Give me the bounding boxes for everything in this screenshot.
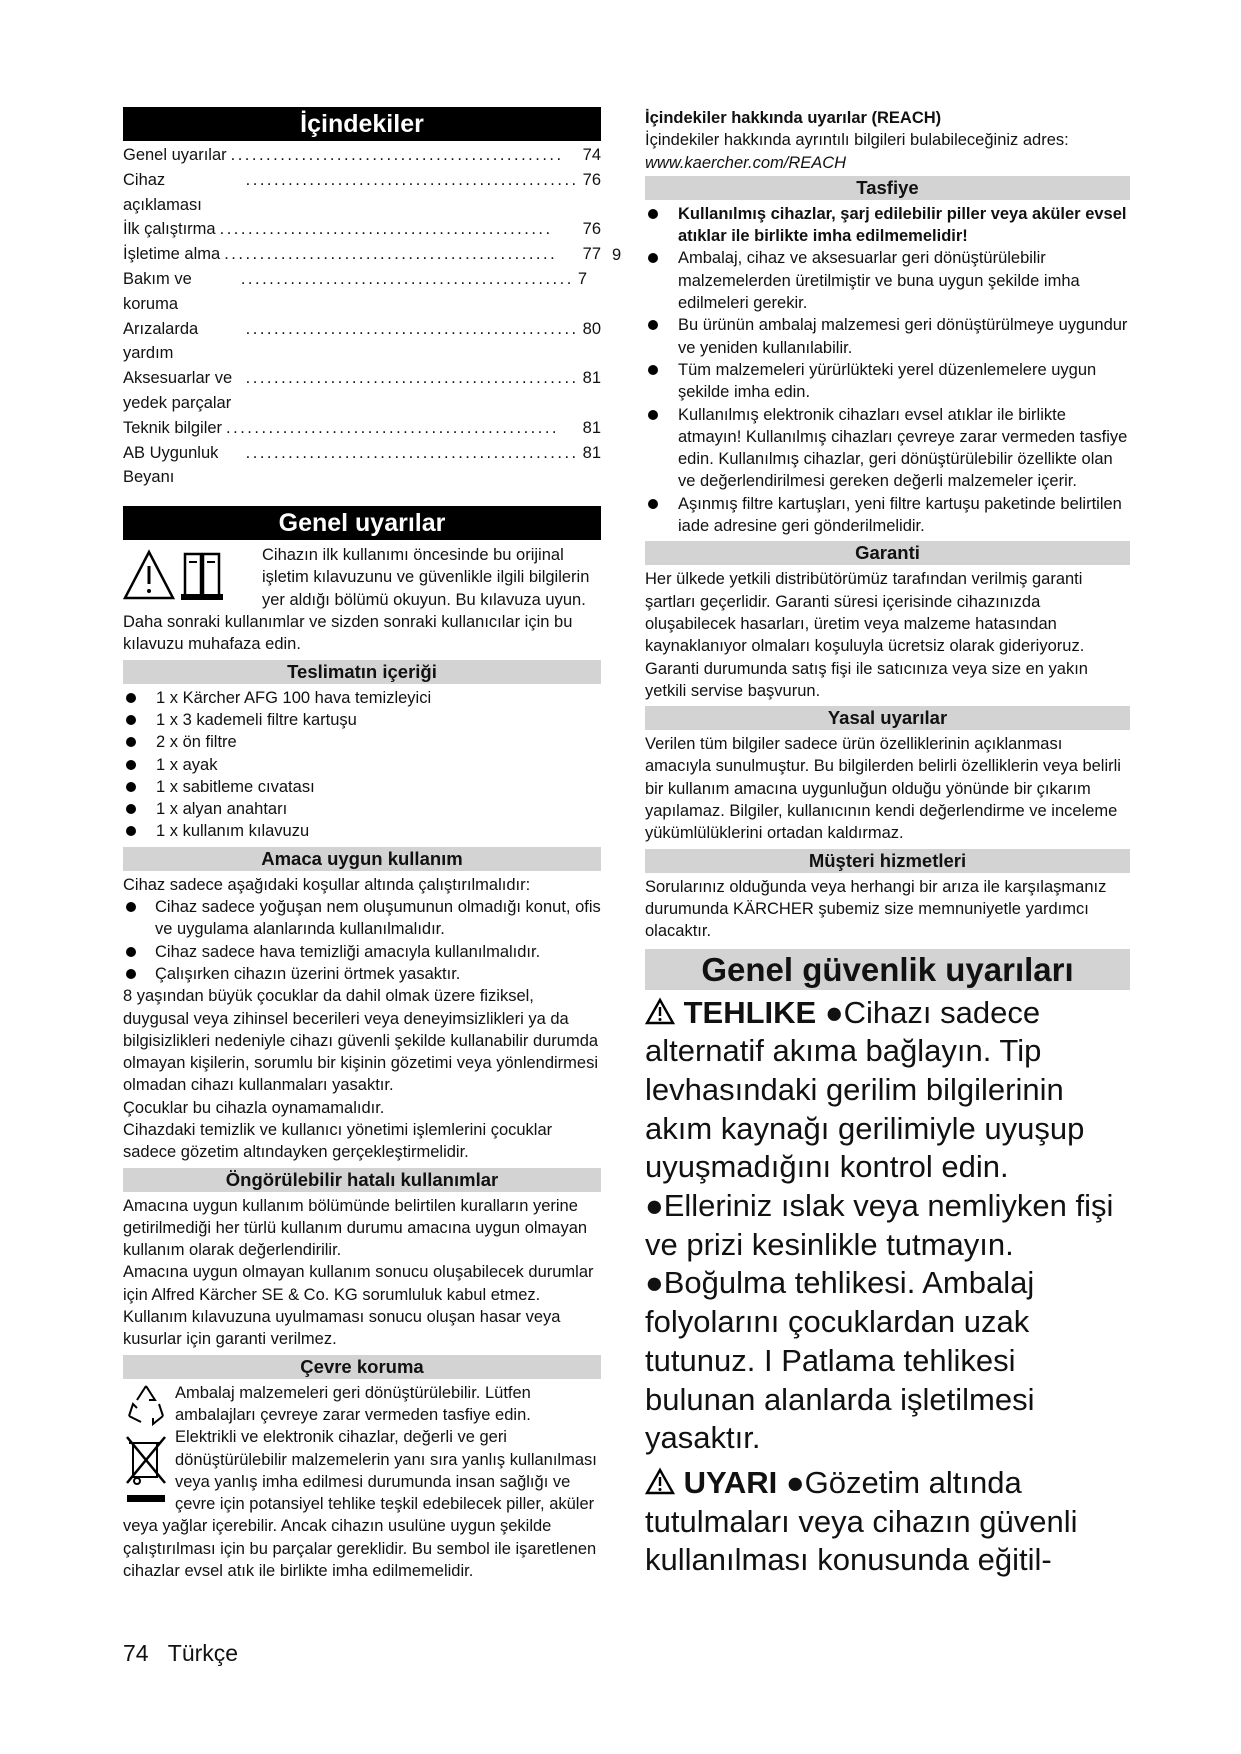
environment-heading: Çevre koruma (123, 1355, 601, 1379)
legal-heading: Yasal uyarılar (645, 706, 1130, 730)
warranty-heading: Garanti (645, 541, 1130, 565)
list-item: 1 x Kärcher AFG 100 hava temizleyici (123, 687, 601, 709)
toc-list (123, 143, 601, 490)
crossed-bin-icon (123, 1433, 169, 1511)
page-number: 74 (123, 1640, 149, 1666)
later-note: Daha sonraki kullanımlar ve sizden sonraki kullanıcılar için bu kılavuzu muhafaza edin. (123, 613, 573, 654)
toc-item[interactable]: Genel uyarılar ............................................... 74 (123, 146, 601, 164)
warning-block: UYARI ●Gözetim altında tutulmaları veya cihazın güvenli kullanılması konusunda eğitil- (645, 1464, 1078, 1578)
children-note: 8 yaşından büyük çocuklar da dahil olmak üzere fiziksel, duygusal veya zihinsel becerileri veya deneyimsizlikleri ya da bilgisizlikleri nedeniyle cihazı güvenli şekilde kullanabilir durumda olmayan kişilerin, sorumlu bir kişinin gözetimi veya yönlendirmesi olmadan cihazı kullanmaları yasaktır. (123, 987, 599, 1095)
disposal-heading: Tasfiye (645, 176, 1130, 200)
service-text: Sorularınız olduğunda veya herhangi bir arıza ile karşılaşmanız durumunda KÄRCHER şubemiz size memnuniyetle yardımcı olacaktır. (645, 877, 1107, 941)
list-item: Aşınmış filtre kartuşları, yeni filtre kartuşu paketinde belirtilen iade adresine geri gönderilmelidir. (645, 493, 1130, 538)
intended-intro: Cihaz sadece aşağıdaki koşullar altında çalıştırılmalıdır: (123, 875, 531, 894)
list-item: 1 x 3 kademeli filtre kartuşu (123, 709, 601, 731)
warning-triangle-icon (645, 1468, 675, 1495)
danger-label: TEHLIKE (683, 994, 817, 1030)
warning-triangle-icon (645, 998, 675, 1025)
disposal-list (645, 203, 1130, 537)
list-item: 1 x kullanım kılavuzu (123, 820, 601, 842)
intended-list (123, 896, 601, 985)
side-number: 9 (612, 246, 622, 264)
list-item: Cihaz sadece yoğuşan nem oluşumunun olmadığı konut, ofis ve uygulama alanlarında kullanılmalıdır. (123, 896, 601, 941)
env-icons (123, 1382, 175, 1512)
danger-block: TEHLIKE ●Cihazı sadece alternatif akıma bağlayın. Tip levhasındaki gerilim bilgilerinin akım kaynağı gerilimiyle uyuşup uyuşmadığını kontrol edin. ●Elleriniz ıslak veya nemliyken fişi ve prizi kesinlikle tutmayın. ●Boğulma tehlikesi. Ambalaj folyolarını çocuklardan uzak tutunuz. I Patlama tehlikesi bulunan alanlarda işletilmesi yasaktır. (645, 994, 1114, 1456)
environment-p2: Elektrikli ve elektronik cihazlar, değerli ve geri dönüştürülebilir malzemelerin yanı sıra yanlış kullanılması veya yanlış imha edilmesi durumunda insan sağlığı ve çevre için potansiyel tehlike teşkil edebilecek piller, aküler veya yağlar içerebilir. Ancak cihazın usulüne uygun şekilde çalıştırılması için bu parçalar gereklidir. Bu sembol ile işaretlenen cihazlar evsel atık ile birlikte imha edilmemelidir. (123, 1428, 597, 1581)
toc-item[interactable]: Cihaz açıklaması ............................................... 76 (123, 170, 601, 214)
list-item: Ambalaj, cihaz ve aksesuarlar geri dönüştürülebilir malzemelerden üretilmiştir ve buna uygun şekilde imha edilmeleri gerekir. (645, 247, 1130, 314)
manual-icons (123, 544, 262, 611)
misuse-p2: Amacına uygun olmayan kullanım sonucu oluşabilecek durumlar için Alfred Kärcher SE & Co. KG sorumluluk kabul etmez. (123, 1263, 594, 1304)
list-item: 1 x sabitleme cıvatası (123, 776, 601, 798)
list-item: 1 x ayak (123, 754, 601, 776)
bullet-icon: ● (785, 1464, 805, 1500)
toc-item[interactable]: Bakım ve koruma ............................................... 7 (123, 269, 587, 313)
list-item: Kullanılmış cihazlar, şarj edilebilir piller veya aküler evsel atıklar ile birlikte imha edilmemelidir! (645, 203, 1130, 248)
children-clean: Cihazdaki temizlik ve kullanıcı yönetimi işlemlerini çocuklar sadece gözetim altındayken gerçekleştirmelidir. (123, 1120, 553, 1162)
manual-note-block (123, 544, 601, 611)
safety-heading: Genel güvenlik uyarıları (645, 949, 1130, 990)
list-item: Kullanılmış elektronik cihazları evsel atıklar ile birlikte atmayın! Kullanılmış cihazları çevreye zarar vermeden tasfiye edin. Kullanılmış cihazlar, geri dönüştürülebilir özellikte olan ve değerlendirilmesi gereken değerli malzemeler içerir. (645, 404, 1130, 493)
legal-text: Verilen tüm bilgiler sadece ürün özelliklerinin açıklanması amacıyla sunulmuştur. Bu bilgilerden belirli özelliklerin veya belirli bir kullanım amacına uygunluğun olduğu yönünde bir çıkarım yapılamaz. Bilgiler, kullanıcının kendi değerlendirme ve inceleme yükümlülüklerini ortadan kaldırmaz. (645, 735, 1121, 843)
toc-item[interactable]: Arızalarda yardım ............................................... 80 (123, 319, 601, 363)
list-item: 2 x ön filtre (123, 731, 601, 753)
toc-item[interactable]: İlk çalıştırma ............................................... 76 (123, 220, 601, 239)
left-column (123, 107, 601, 1582)
list-item: 1 x alyan anahtarı (123, 798, 601, 820)
toc-heading: İçindekiler (123, 107, 601, 141)
bullet-icon: ● (645, 1188, 664, 1224)
list-item: Cihaz sadece hava temizliği amacıyla kullanılmalıdır. (123, 941, 601, 963)
reach-text: İçindekiler hakkında ayrıntılı bilgileri bulabileceğiniz adres: www.kaercher.com/REACH (645, 131, 1069, 172)
misuse-heading: Öngörülebilir hatalı kullanımlar (123, 1168, 601, 1192)
delivery-heading: Teslimatın içeriği (123, 660, 601, 684)
toc-item[interactable]: Aksesuarlar ve yedek parçalar ............................................... 81 (123, 369, 601, 412)
list-item: Tüm malzemeleri yürürlükteki yerel düzenlemelere uygun şekilde imha edin. (645, 359, 1130, 404)
list-item: Çalışırken cihazın üzerini örtmek yasaktır. (123, 963, 601, 985)
toc-item[interactable]: İşletime alma ............................................... 77 (123, 245, 601, 264)
general-heading: Genel uyarılar (123, 506, 601, 540)
recycle-icon (123, 1382, 169, 1428)
children-play: Çocuklar bu cihazla oynamamalıdır. (123, 1098, 385, 1117)
reach-link[interactable]: www.kaercher.com/REACH (645, 153, 847, 172)
bullet-icon: ● (824, 994, 844, 1030)
warranty-text: Her ülkede yetkili distribütörümüz tarafından verilmiş garanti şartları geçerlidir. Garanti süresi içerisinde cihazınızda oluşabilecek hasarları, üretim veya malzeme hatasından kaynaklanıyor olmaları koşuluyla ücretsiz olarak gideriyoruz. Garanti durumunda satış fişi ile satıcınıza veya size en yakın yetkili servise başvurun. (645, 570, 1088, 700)
warning-book-icon (123, 548, 251, 604)
toc-item[interactable]: AB Uygunluk Beyanı ............................................... 81 (123, 443, 601, 487)
bullet-icon: ● (645, 1265, 664, 1301)
environment-p1: Ambalaj malzemeleri geri dönüştürülebilir. Lütfen ambalajları çevreye zarar vermeden tasfiye edin. (175, 1383, 531, 1424)
toc-item[interactable]: Teknik bilgiler ............................................... 81 (123, 418, 601, 437)
right-column (645, 107, 1130, 1580)
page-footer (123, 1640, 238, 1667)
manual-note: Cihazın ilk kullanımı öncesinde bu orijinal işletim kılavuzunu ve güvenlikle ilgili bilgilerin yer aldığı bölümü okuyun. Bu kılavuza uyun. (262, 546, 590, 609)
service-heading: Müşteri hizmetleri (645, 849, 1130, 873)
intended-heading: Amaca uygun kullanım (123, 847, 601, 871)
warning-label: UYARI (683, 1464, 778, 1500)
misuse-p1: Amacına uygun kullanım bölümünde belirtilen kuralların yerine getirilmediği her türlü kullanım durumu amacına uygun olmayan kullanım olarak değerlendirilir. (123, 1196, 588, 1260)
list-item: Bu ürünün ambalaj malzemesi geri dönüştürülmeye uygundur ve yeniden kullanılabilir. (645, 314, 1130, 359)
misuse-p3: Kullanım kılavuzuna uyulmaması sonucu oluşan hasar veya kusurlar için garanti verilmez. (123, 1308, 561, 1349)
footer-language: Türkçe (167, 1640, 239, 1666)
reach-title: İçindekiler hakkında uyarılar (REACH) (645, 109, 942, 127)
environment-block (123, 1382, 601, 1583)
delivery-list (123, 687, 601, 843)
